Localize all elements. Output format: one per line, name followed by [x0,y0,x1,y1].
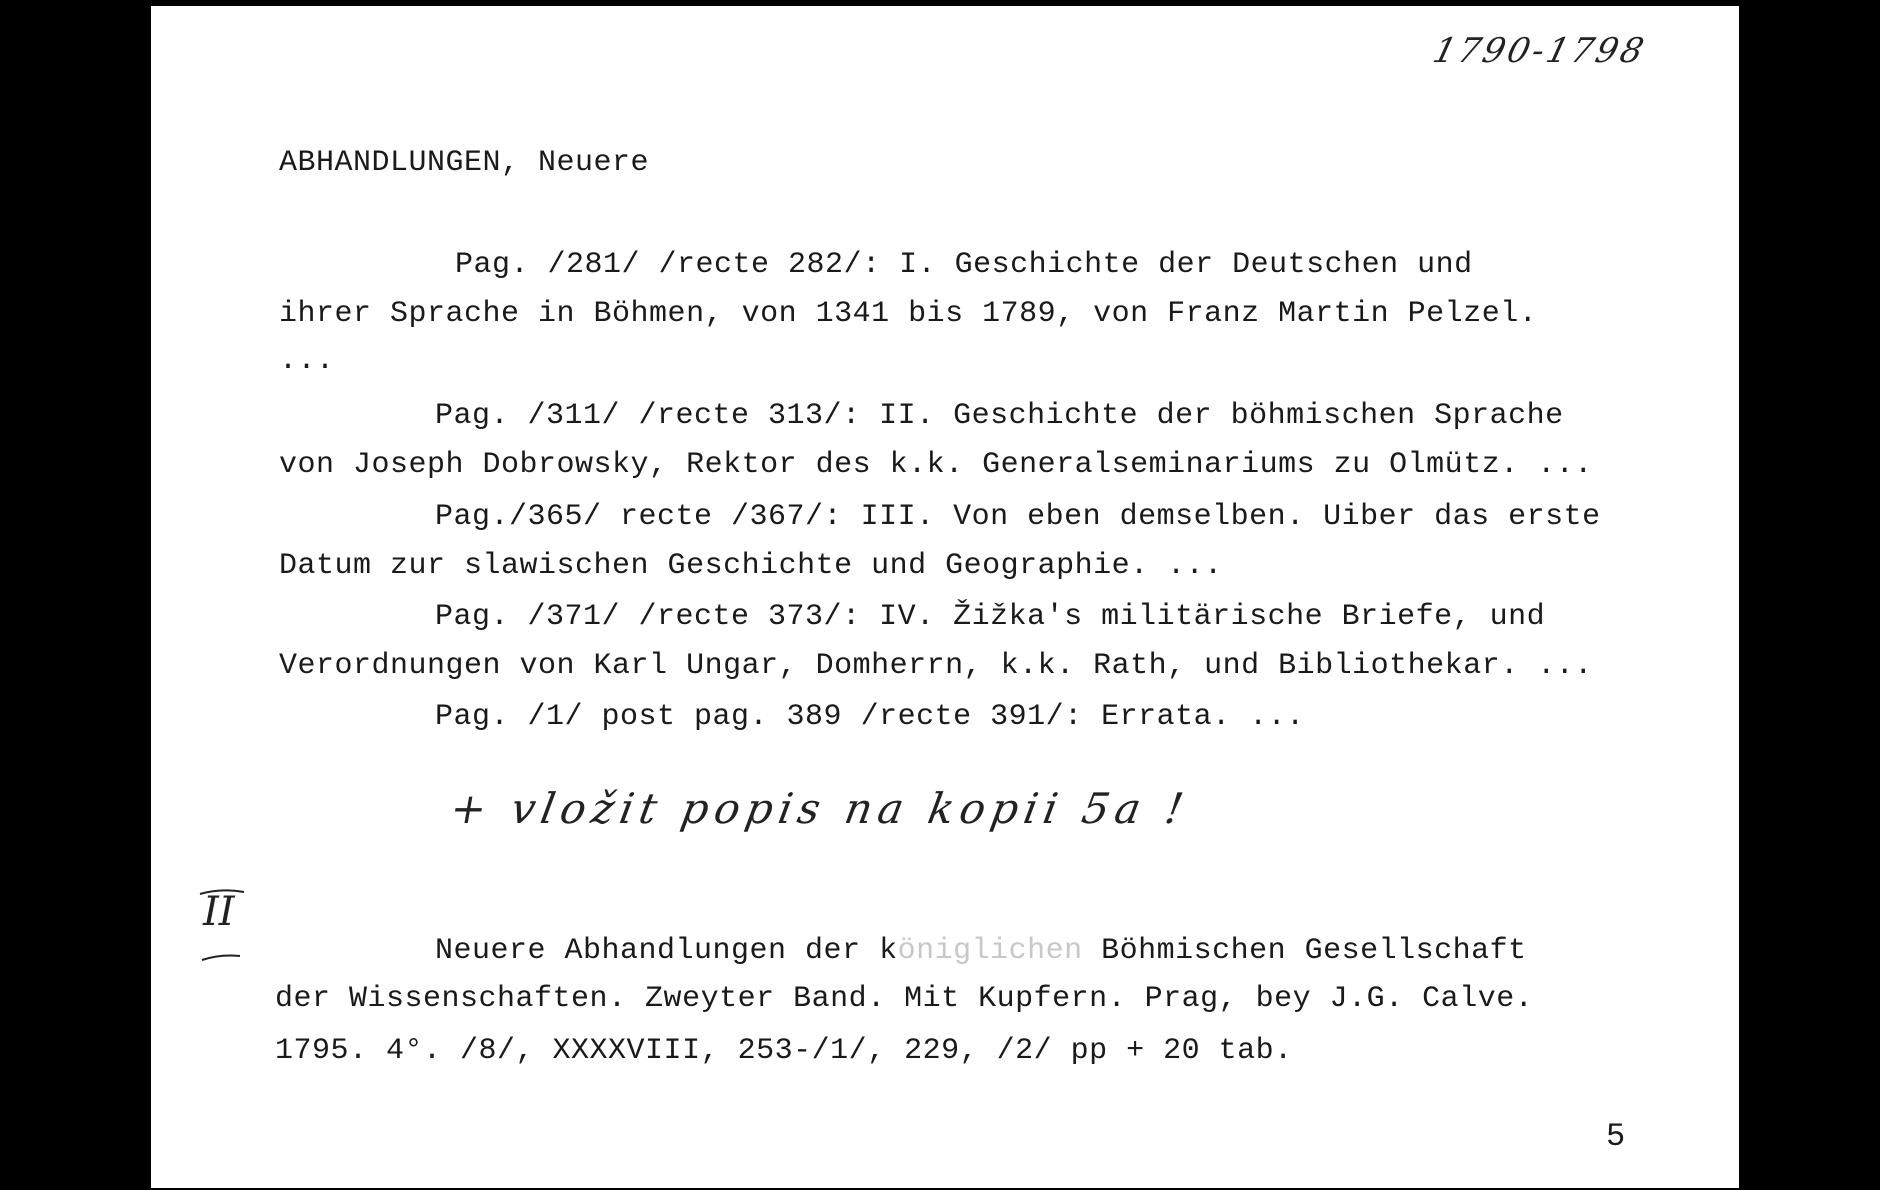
entry-1-line-1: Pag. /281/ /recte 282/: I. Geschichte der Deutschen und [455,248,1473,282]
entry-4-line-2: Verordnungen von Karl Ungar, Domherrn, k.k. Rath, und Bibliothekar. ... [279,649,1593,683]
citation-line-1-start: Neuere Abhandlungen der k [435,934,898,968]
entry-3-line-2: Datum zur slawischen Geschichte und Geographie. ... [279,549,1223,583]
entry-1-line-3: ... [279,344,335,378]
citation-line-1-faded: öniglichen [897,934,1083,968]
handwritten-date-range: 1790-1798 [1429,31,1651,71]
citation-line-1-end: Böhmischen Gesellschaft [1082,934,1527,968]
citation-line-1 [435,936,1527,966]
entry-3-line-1: Pag./365/ recte /367/: III. Von eben demselben. Uiber das erste [435,500,1601,534]
citation-line-2: der Wissenschaften. Zweyter Band. Mit Kupfern. Prag, bey J.G. Calve. [275,982,1534,1016]
card-page-number: 5 [1606,1118,1626,1155]
card-heading: ABHANDLUNGEN, Neuere [279,146,650,180]
entry-4-line-1: Pag. /371/ /recte 373/: IV. Žižka's militärische Briefe, und [435,600,1546,634]
entry-5-line-1: Pag. /1/ post pag. 389 /recte 391/: Errata. ... [435,700,1305,734]
handwritten-note: + vložit popis na kopii 5a ! [446,784,1193,833]
entry-2-line-1: Pag. /311/ /recte 313/: II. Geschichte der böhmischen Sprache [435,399,1564,433]
catalog-card [151,6,1739,1188]
entry-2-line-2: von Joseph Dobrowsky, Rektor des k.k. Generalseminariums zu Olmütz. ... [279,448,1593,482]
volume-mark: II [203,889,235,935]
citation-line-3: 1795. 4°. /8/, XXXXVIII, 253-/1/, 229, /2/ pp + 20 tab. [275,1034,1293,1068]
entry-1-line-2: ihrer Sprache in Böhmen, von 1341 bis 1789, von Franz Martin Pelzel. [279,297,1538,331]
